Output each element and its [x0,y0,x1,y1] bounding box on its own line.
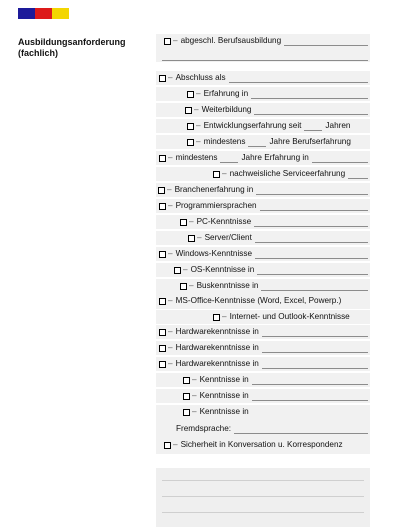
row-label: Hardwarekenntnisse in [175,359,259,368]
notes-area[interactable] [156,468,370,527]
form-row: – Abschluss als [156,71,370,85]
row-label: Kenntnisse in [199,391,249,400]
form-row: – mindestens Jahre Erfahrung in [156,151,370,165]
fill-line[interactable] [252,391,368,401]
checkbox[interactable] [187,139,194,146]
fill-line[interactable] [254,217,368,227]
fill-line[interactable] [255,233,368,243]
fill-line[interactable] [252,375,368,385]
fill-line[interactable] [348,169,368,179]
fill-line[interactable] [284,36,368,46]
checkbox[interactable] [159,203,166,210]
checkbox[interactable] [159,329,166,336]
checkbox[interactable] [187,123,194,130]
fill-line[interactable] [262,359,368,369]
checkbox[interactable] [159,75,166,82]
row-suffix: Jahre Berufserfahrung [269,137,351,146]
fill-line[interactable] [254,105,368,115]
fill-line[interactable] [304,121,322,131]
fill-line[interactable] [234,424,368,434]
row-label: Sicherheit in Konversation u. Korrespondenz [180,440,343,449]
fill-line[interactable] [262,343,368,353]
form-row: – Windows-Kenntnisse [156,247,370,261]
checkbox[interactable] [183,409,190,416]
row-label: abgeschl. Berufsausbildung [180,36,282,45]
form-row: – MS-Office-Kenntnisse (Word, Excel, Powerp.) [156,293,370,309]
form-row: – Kenntnisse in [156,373,370,387]
form-row: – Hardwarekenntnisse in [156,357,370,371]
row-label: Branchenerfahrung in [174,185,254,194]
flag-red [35,8,52,19]
form-row: – Erfahrung in [156,87,370,101]
form-row: – Kenntnisse in [156,389,370,403]
row-label: Hardwarekenntnisse in [175,343,259,352]
row-label: Programmiersprachen [175,201,257,210]
form-row: – OS-Kenntnisse in [156,263,370,277]
form-row: – nachweisliche Serviceerfahrung [156,167,370,181]
checkbox[interactable] [185,107,192,114]
row-label: Entwicklungserfahrung seit [203,121,302,130]
fill-line[interactable] [256,185,368,195]
form-row: – Kenntnisse in [156,405,370,419]
row-label: Fremdsprache: [176,424,232,433]
row-label: Windows-Kenntnisse [175,249,253,258]
checkbox[interactable] [159,251,166,258]
flag-blue [18,8,35,19]
section-label: Ausbildungsanforderung (fachlich) [18,37,126,58]
fill-line[interactable] [220,153,238,163]
row-label: OS-Kenntnisse in [190,265,255,274]
checkbox[interactable] [159,345,166,352]
flag-stripes [18,8,69,19]
checkbox[interactable] [183,393,190,400]
form-row: – Weiterbildung [156,103,370,117]
form-row: – Programmiersprachen [156,199,370,213]
row-label: Kenntnisse in [199,407,249,416]
checkbox[interactable] [164,38,171,45]
form-row: – Branchenerfahrung in [156,183,370,197]
row-label: Buskenntnisse in [196,281,259,290]
checkbox[interactable] [188,235,195,242]
row-label: PC-Kenntnisse [196,217,252,226]
fill-line[interactable] [261,281,368,291]
notes-line [162,512,364,513]
fill-line[interactable] [229,73,368,83]
row-label: Erfahrung in [203,89,249,98]
form-row: – abgeschl. Berufsausbildung [156,34,370,62]
row-label: Weiterbildung [201,105,252,114]
checkbox[interactable] [164,442,171,449]
form-row: – Hardwarekenntnisse in [156,325,370,339]
form-row: – Buskenntnisse in [156,279,370,293]
row-label: mindestens [175,153,218,162]
fill-line[interactable] [162,60,368,61]
form-row: – mindestens Jahre Berufserfahrung [156,135,370,149]
form-row: – Entwicklungserfahrung seit Jahren [156,119,370,133]
form-row: – PC-Kenntnisse [156,215,370,229]
checkbox[interactable] [180,283,187,290]
fill-line[interactable] [262,327,368,337]
checkbox[interactable] [183,377,190,384]
fill-line[interactable] [257,265,368,275]
checkbox[interactable] [180,219,187,226]
checkbox[interactable] [159,298,166,305]
row-suffix: Jahren [325,121,351,130]
form-row: – Hardwarekenntnisse in [156,341,370,355]
notes-line [162,480,364,481]
row-suffix: Jahre Erfahrung in [241,153,309,162]
row-label: Abschluss als [175,73,226,82]
row-label: Server/Client [204,233,252,242]
fill-line[interactable] [255,249,368,259]
checkbox[interactable] [159,361,166,368]
fill-line[interactable] [251,89,368,99]
form-row: – Internet- und Outlook-Kenntnisse [156,310,370,324]
row-label: Kenntnisse in [199,375,249,384]
fill-line[interactable] [312,153,368,163]
form-row: – Sicherheit in Konversation u. Korrespondenz [156,436,370,454]
flag-yellow [52,8,69,19]
fill-line[interactable] [248,137,266,147]
checkbox[interactable] [213,171,220,178]
row-label: Internet- und Outlook-Kenntnisse [229,312,350,321]
checkbox[interactable] [187,91,194,98]
row-label: mindestens [203,137,246,146]
checkbox[interactable] [158,187,165,194]
fill-line[interactable] [260,201,368,211]
form-row: – Server/Client [156,231,370,245]
notes-line [162,496,364,497]
row-label: Hardwarekenntnisse in [175,327,259,336]
checkbox[interactable] [159,155,166,162]
checkbox[interactable] [174,267,181,274]
row-label: nachweisliche Serviceerfahrung [229,169,346,178]
checkbox[interactable] [213,314,220,321]
row-label: MS-Office-Kenntnisse (Word, Excel, Powerp.) [175,296,342,305]
